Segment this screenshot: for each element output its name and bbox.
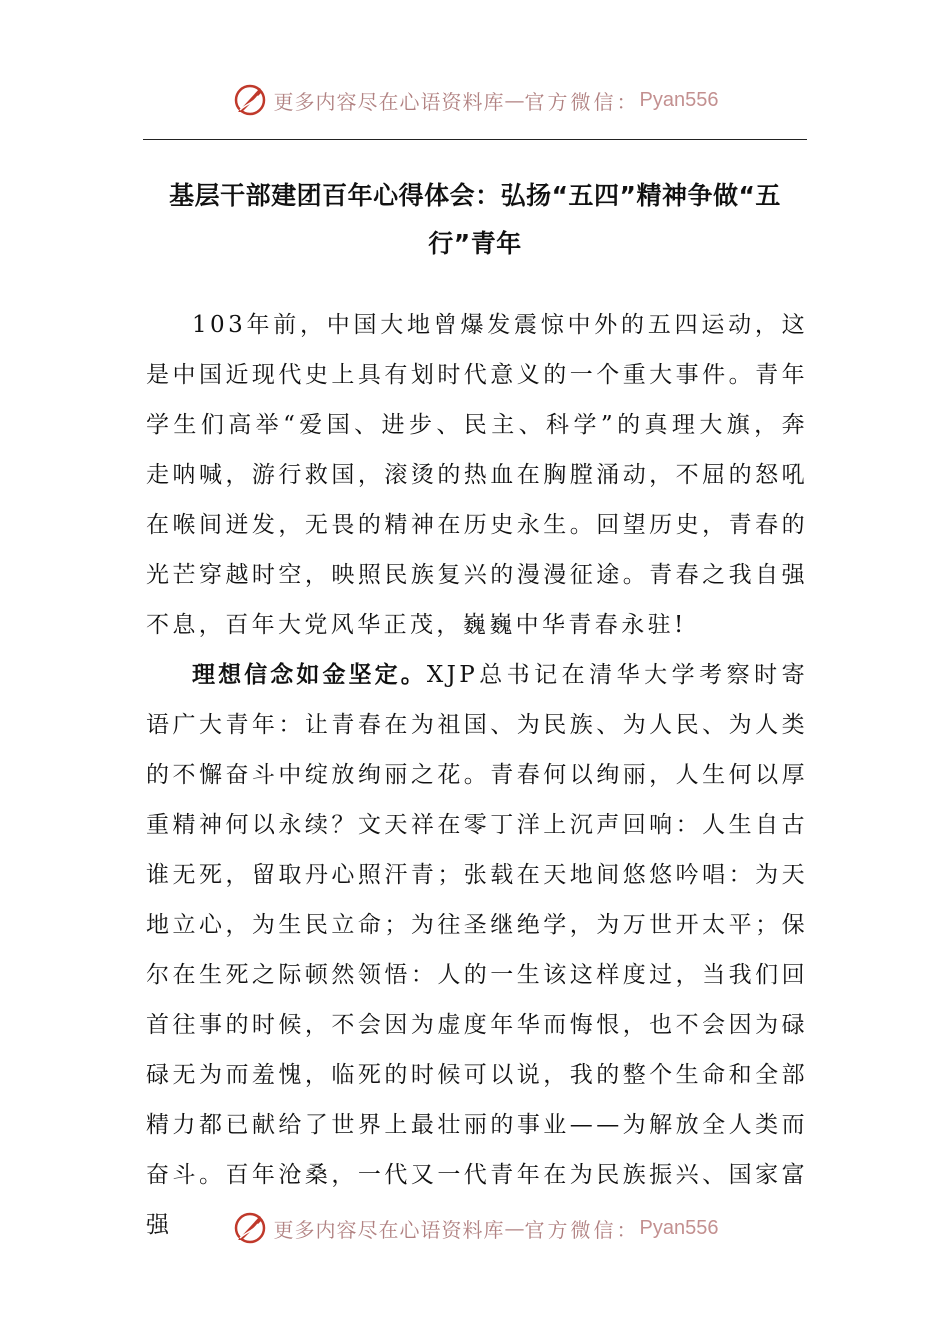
banner-wechat-label: 官方微信： [524, 89, 640, 114]
page-title: 基层干部建团百年心得体会：弘扬“五四”精神争做“五行”青年 [169, 181, 781, 258]
article-body [146, 300, 808, 1250]
paragraph-2-text: XJP总书记在清华大学考察时寄语广大青年：让青春在为祖国、为民族、为人民、为人类的不懈奋斗中绽放绚丽之花。青春何以绚丽，人生何以厚重精神何以永续？文天祥在零丁洋上沉声回响：人生自古谁无死，留取丹心照汗青；张载在天地间悠悠吟唱：为天地立心，为生民立命；为往圣继绝学，为万世开太平；保尔在生死之际顿然领悟：人的一生该这样度过，当我们回首往事的时候，不会因为虚度年华而悔恨，也不会因为碌碌无为而羞愧，临死的时候可以说，我的整个生命和全部精力都已献给了世界上最壮丽的事业——为解放全人类而奋斗。百年沧桑，一代又一代青年在为民族振兴、国家富强 [146, 662, 808, 1238]
paragraph-1 [146, 300, 808, 650]
header-divider [143, 139, 807, 140]
quill-logo-icon [232, 82, 268, 118]
paragraph-2-lead: 理想信念如金坚定。 [192, 662, 427, 688]
banner-dash: — [504, 88, 525, 112]
paragraph-1-text: 103年前，中国大地曾爆发震惊中外的五四运动，这是中国近现代史上具有划时代意义的一个重大事件。青年学生们高举“爱国、进步、民主、科学”的真理大旗，奔走呐喊，游行救国，滚烫的热血在胸膛涌动，不屈的怒吼在喉间迸发，无畏的精神在历史永生。回望历史，青春的光芒穿越时空，映照民族复兴的漫漫征途。青春之我自强不息，百年大党风华正茂，巍巍中华青春永驻! [146, 312, 808, 638]
header-banner [0, 80, 950, 120]
banner-wechat-id: Pyan556 [639, 88, 719, 111]
banner-wechat-label: 官方微信： [524, 1217, 640, 1242]
banner-wechat-id: Pyan556 [639, 1216, 719, 1239]
banner-dash: — [504, 1216, 525, 1240]
banner-brand-text: 更多内容尽在心语资料库 [273, 1217, 505, 1242]
paragraph-2 [146, 650, 808, 1250]
quill-logo-icon [232, 1210, 268, 1246]
footer-banner [0, 1208, 950, 1248]
banner-brand-text: 更多内容尽在心语资料库 [273, 89, 505, 114]
